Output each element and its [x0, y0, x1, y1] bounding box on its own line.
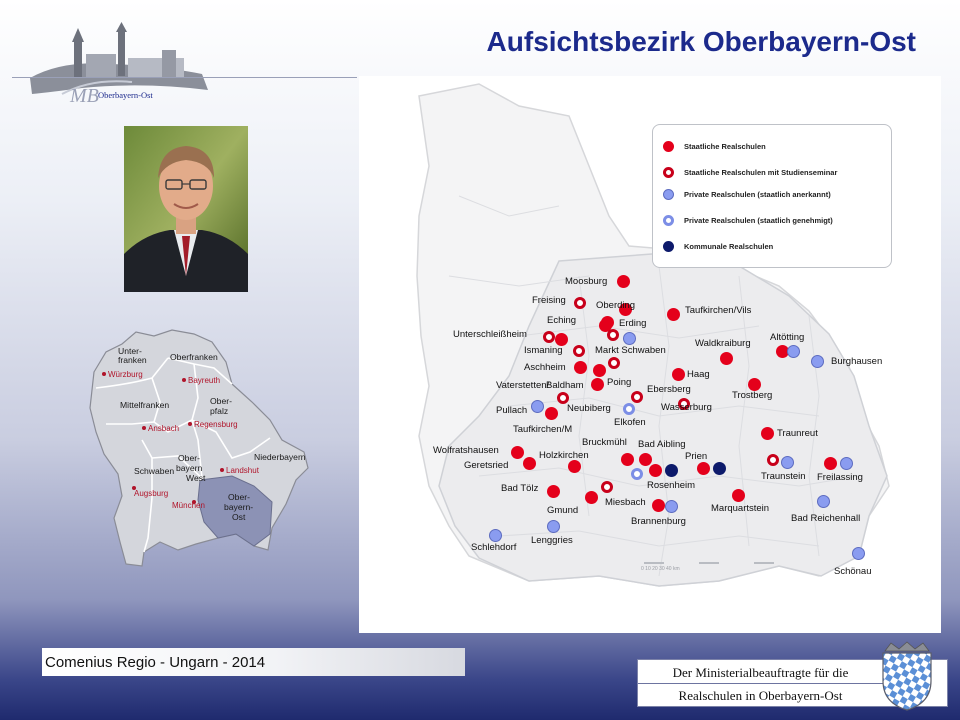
legend-item: Staatliche Realschulen [663, 139, 766, 153]
place-label: Unterschleißheim [453, 329, 527, 340]
place-label: Erding [619, 318, 647, 329]
place-label: Trostberg [732, 390, 773, 401]
map-legend [652, 124, 892, 268]
place-label: Neubiberg [567, 403, 611, 414]
school-marker [852, 547, 865, 560]
place-label: Schönau [834, 566, 872, 577]
svg-text:pfalz: pfalz [210, 406, 229, 416]
city-label: Landshut [226, 466, 259, 475]
city-label: Bayreuth [188, 376, 221, 385]
school-marker [617, 275, 630, 288]
logo-graphic [22, 20, 222, 112]
page-title: Aufsichtsbezirk Oberbayern-Ost [486, 26, 916, 57]
place-label: Bad Aibling [638, 439, 686, 450]
city-label: Regensburg [194, 420, 238, 429]
place-label: Aschheim [524, 362, 566, 373]
red-dot-icon [663, 141, 674, 152]
school-marker [781, 456, 794, 469]
school-marker [713, 462, 726, 475]
school-marker [817, 495, 830, 508]
legend-item: Private Realschulen (staatlich anerkannt) [663, 187, 831, 201]
place-label: Lenggries [531, 535, 573, 546]
bavaria-overview-map [82, 328, 312, 570]
school-marker [574, 361, 587, 374]
school-marker [568, 460, 581, 473]
district-map [359, 76, 941, 633]
place-label: Traunreut [777, 428, 818, 439]
place-label: Wasserburg [661, 402, 712, 413]
school-marker [652, 499, 665, 512]
logo-underline [12, 77, 357, 78]
place-label: Poing [607, 377, 632, 388]
region-label: Niederbayern [254, 452, 306, 462]
legend-item: Staatliche Realschulen mit Studienseminar [663, 165, 837, 179]
svg-text:franken: franken [118, 355, 147, 365]
footer-line-1: Der Ministerialbeauftragte für die [672, 665, 849, 680]
place-label: Taufkirchen/M [513, 424, 573, 435]
portrait-photo [124, 126, 248, 292]
place-label: Holzkirchen [539, 450, 589, 461]
region-label: Mittelfranken [120, 400, 170, 410]
city-label: München [172, 501, 205, 510]
place-label: Traunstein [761, 471, 806, 482]
place-label: Miesbach [605, 497, 646, 508]
school-marker [601, 316, 614, 329]
place-label: Taufkirchen/Vils [685, 305, 752, 316]
school-marker [824, 457, 837, 470]
school-marker [672, 368, 685, 381]
place-label: Elkofen [614, 417, 646, 428]
school-marker [545, 407, 558, 420]
school-marker [531, 400, 544, 413]
place-label: Bad Tölz [501, 483, 539, 494]
school-marker [811, 355, 824, 368]
place-label: Baldham [546, 380, 584, 391]
place-label: Geretsried [464, 460, 509, 471]
place-label: Moosburg [565, 276, 608, 287]
school-marker [665, 500, 678, 513]
place-label: Prien [685, 451, 708, 462]
school-marker [697, 462, 710, 475]
place-label: Eching [547, 315, 577, 326]
place-label: Rosenheim [647, 480, 696, 491]
blue-dot-icon [663, 189, 674, 200]
place-label: Freising [532, 295, 566, 306]
legend-item: Kommunale Realschulen [663, 239, 773, 253]
logo [22, 20, 222, 112]
place-label: Oberding [596, 300, 636, 311]
svg-text:bayern-: bayern- [224, 502, 254, 512]
region-label: Schwaben [134, 466, 175, 476]
place-label: Pullach [496, 405, 528, 416]
place-label: Waldkraiburg [695, 338, 751, 349]
city-label: Ansbach [148, 424, 180, 433]
place-label: Schlehdorf [471, 542, 517, 553]
footer-caption-text: Comenius Regio - Ungarn - 2014 [45, 654, 266, 671]
school-marker [547, 520, 560, 533]
school-marker [547, 485, 560, 498]
school-marker [631, 468, 643, 480]
school-marker [767, 454, 779, 466]
svg-text:Oberbayern-Ost: Oberbayern-Ost [98, 90, 153, 100]
place-label: Altötting [770, 332, 805, 343]
divider [638, 683, 883, 684]
school-marker [591, 378, 604, 391]
school-marker [608, 357, 620, 369]
place-label: Wolfratshausen [433, 445, 499, 456]
svg-text:MB: MB [70, 85, 99, 107]
place-label: Ebersberg [647, 384, 691, 395]
school-marker [601, 481, 613, 493]
school-marker [574, 297, 586, 309]
school-marker [787, 345, 800, 358]
place-label: Markt Schwaben [595, 345, 666, 356]
place-label: Ismaning [524, 345, 563, 356]
school-marker [623, 403, 635, 415]
bavaria-crest-icon [879, 641, 935, 711]
place-label: Vaterstetten/ [496, 380, 550, 391]
school-marker [623, 332, 636, 345]
school-marker [649, 464, 662, 477]
school-marker [732, 489, 745, 502]
svg-text:West: West [186, 473, 206, 483]
school-marker [621, 453, 634, 466]
school-marker [720, 352, 733, 365]
school-marker [511, 446, 524, 459]
svg-text:Ost: Ost [232, 512, 246, 522]
red-ring-icon [663, 167, 674, 178]
region-label: Ober- [210, 396, 232, 406]
place-label: Haag [687, 369, 710, 380]
region-label: Ober- [228, 492, 250, 502]
place-label: Freilassing [817, 472, 863, 483]
place-label: Burghausen [831, 356, 883, 367]
place-label: Bruckmühl [582, 437, 627, 448]
school-marker [523, 457, 536, 470]
region-label: Ober- [178, 453, 200, 463]
school-marker [543, 331, 555, 343]
school-marker [631, 391, 643, 403]
region-label: Oberfranken [170, 352, 218, 362]
school-marker [585, 491, 598, 504]
footer-caption [42, 648, 465, 676]
svg-text:bayern: bayern [176, 463, 203, 473]
region-label: Unter- [118, 346, 142, 356]
legend-item: Private Realschulen (staatlich genehmigt) [663, 213, 833, 227]
place-label: Bad Reichenhall [791, 513, 861, 524]
school-marker [761, 427, 774, 440]
school-marker [840, 457, 853, 470]
blue-ring-icon [663, 215, 674, 226]
school-marker [667, 308, 680, 321]
footer-line-2: Realschulen in Oberbayern-Ost [678, 688, 843, 703]
city-label: Augsburg [134, 489, 169, 498]
school-marker [573, 345, 585, 357]
school-marker [489, 529, 502, 542]
school-marker [593, 364, 606, 377]
place-label: Gmund [547, 505, 579, 516]
place-label: Marquartstein [711, 503, 770, 514]
school-marker [607, 329, 619, 341]
scale-label: 0 10 20 30 40 km [641, 566, 680, 572]
place-label: Brannenburg [631, 516, 686, 527]
school-marker [639, 453, 652, 466]
school-marker [665, 464, 678, 477]
navy-dot-icon [663, 241, 674, 252]
city-label: Würzburg [108, 370, 143, 379]
